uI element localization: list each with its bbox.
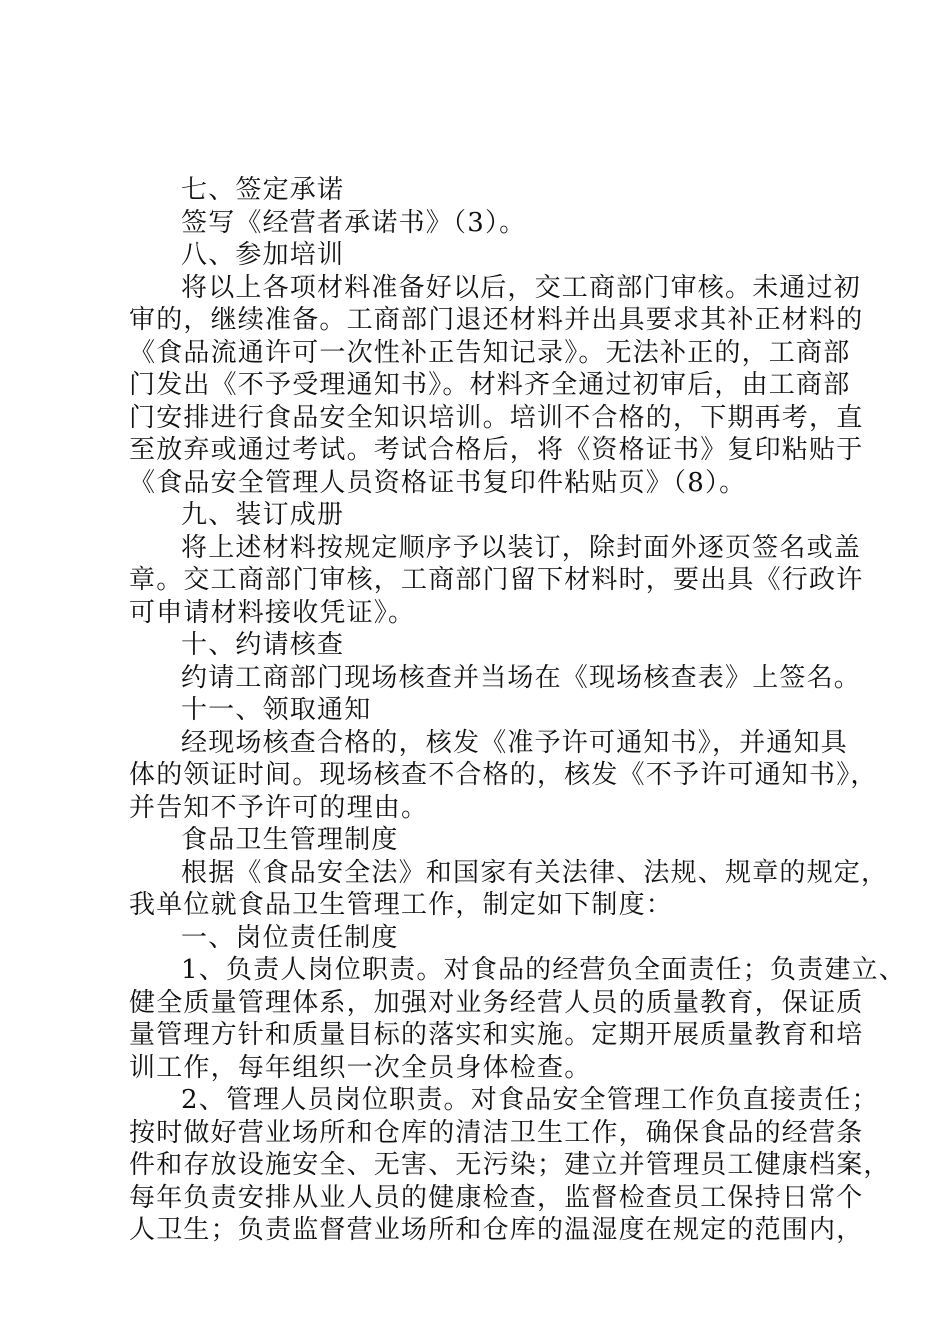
text-line: 门安排进行食品安全知识培训。培训不合格的，下期再考，直 bbox=[129, 402, 864, 433]
text-line: 经现场核查合格的，核发《准予许可通知书》，并通知具 bbox=[181, 727, 849, 758]
text-line: 食品卫生管理制度 bbox=[181, 825, 399, 855]
text-line: 七、签定承诺 bbox=[181, 175, 345, 205]
text-line: 人卫生；负责监督营业场所和仓库的温湿度在规定的范围内， bbox=[129, 1215, 864, 1245]
text-line: 件和存放设施安全、无害、无污染；建立并管理员工健康档案， bbox=[129, 1150, 891, 1180]
text-line: 训工作，每年组织一次全员身体检查。 bbox=[129, 1052, 592, 1083]
text-line: 十一、领取通知 bbox=[181, 695, 372, 725]
text-line: 2、管理人员岗位职责。对食品安全管理工作负直接责任； bbox=[181, 1085, 879, 1115]
text-line: 至放弃或通过考试。考试合格后，将《资格证书》复印粘贴于 bbox=[129, 435, 864, 465]
text-line: 审的，继续准备。工商部门退还材料并出具要求其补正材料的 bbox=[129, 305, 864, 335]
text-line: 八、参加培训 bbox=[181, 240, 345, 270]
text-line: 《食品安全管理人员资格证书复印件粘贴页》（8）。 bbox=[129, 467, 747, 498]
text-line: 签写《经营者承诺书》（3）。 bbox=[181, 207, 527, 238]
text-line: 约请工商部门现场核查并当场在《现场核查表》上签名。 bbox=[181, 662, 862, 693]
text-line: 《食品流通许可一次性补正告知记录》。无法补正的，工商部 bbox=[129, 337, 851, 368]
document-body bbox=[129, 174, 906, 1247]
text-line: 我单位就食品卫生管理工作，制定如下制度： bbox=[129, 890, 674, 920]
text-line: 按时做好营业场所和仓库的清洁卫生工作，确保食品的经营条 bbox=[129, 1117, 864, 1148]
text-line: 门发出《不予受理通知书》。材料齐全通过初审后，由工商部 bbox=[129, 370, 851, 400]
text-line: 将上述材料按规定顺序予以装订，除封面外逐页签名或盖 bbox=[181, 532, 862, 563]
text-line: 将以上各项材料准备好以后，交工商部门审核。未通过初 bbox=[181, 272, 862, 303]
text-line: 九、装订成册 bbox=[181, 500, 345, 530]
text-line: 每年负责安排从业人员的健康检查，监督检查员工保持日常个 bbox=[129, 1182, 864, 1213]
text-line: 一、岗位责任制度 bbox=[181, 922, 399, 953]
text-line: 章。交工商部门审核，工商部门留下材料时，要出具《行政许 bbox=[129, 565, 864, 595]
text-line: 量管理方针和质量目标的落实和实施。定期开展质量教育和培 bbox=[129, 1020, 864, 1050]
text-line: 十、约请核查 bbox=[181, 630, 345, 660]
text-line: 体的领证时间。现场核查不合格的，核发《不予许可通知书》， bbox=[129, 760, 878, 790]
text-line: 1、负责人岗位职责。对食品的经营负全面责任；负责建立、 bbox=[181, 955, 906, 985]
text-line: 可申请材料接收凭证》。 bbox=[129, 597, 416, 628]
text-line: 根据《食品安全法》和国家有关法律、法规、规章的规定， bbox=[181, 857, 889, 888]
text-line: 健全质量管理体系，加强对业务经营人员的质量教育，保证质 bbox=[129, 987, 864, 1018]
text-line: 并告知不予许可的理由。 bbox=[129, 792, 429, 823]
